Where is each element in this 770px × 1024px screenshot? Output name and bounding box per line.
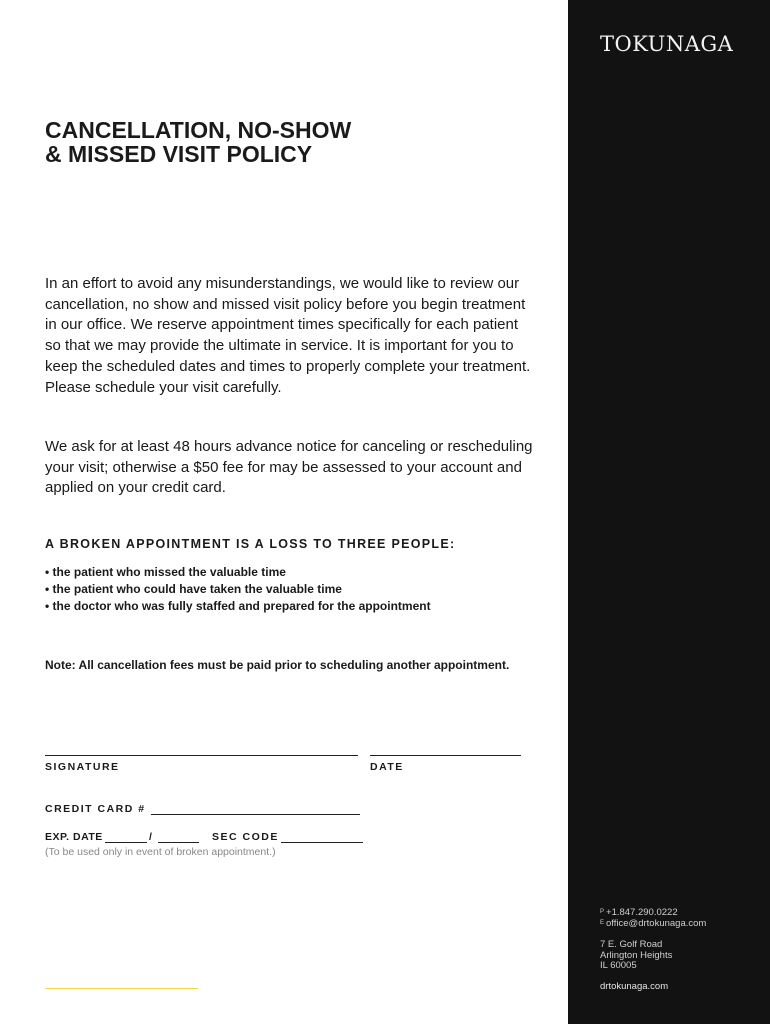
email-prefix: E xyxy=(600,920,605,926)
credit-card-label: CREDIT CARD # xyxy=(45,803,146,815)
date-field[interactable] xyxy=(370,755,521,756)
credit-card-field[interactable] xyxy=(151,814,360,815)
accent-line xyxy=(45,988,198,989)
date-label: DATE xyxy=(370,761,404,773)
phone-number: +1.847.290.0222 xyxy=(606,907,678,918)
exp-date-label: EXP. DATE xyxy=(45,831,103,843)
exp-month-field[interactable] xyxy=(105,842,147,843)
signature-label: SIGNATURE xyxy=(45,761,120,773)
card-usage-note: (To be used only in event of broken appointment.) xyxy=(45,846,276,858)
title-line-2: & MISSED VISIT POLICY xyxy=(45,141,313,167)
address-line-1: 7 E. Golf Road xyxy=(600,939,663,950)
fee-note: Note: All cancellation fees must be paid prior to scheduling another appointment. xyxy=(45,658,510,672)
list-item: • the patient who missed the valuable time xyxy=(45,565,286,579)
fee-paragraph: We ask for at least 48 hours advance notice for canceling or rescheduling your visit; otherwise a $50 fee for may be assessed to your account and applied on your credit card. xyxy=(45,438,533,497)
signature-field[interactable] xyxy=(45,755,358,756)
address-line-3: IL 60005 xyxy=(600,960,637,971)
exp-year-field[interactable] xyxy=(158,842,199,843)
contact-email xyxy=(600,918,706,929)
sidebar-panel xyxy=(568,0,770,1024)
email-address: office@drtokunaga.com xyxy=(606,918,707,929)
sec-code-label: SEC CODE xyxy=(212,831,279,843)
website-link[interactable]: drtokunaga.com xyxy=(600,981,669,992)
policy-paragraph: In an effort to avoid any misunderstandings, we would like to review our cancellation, no show and missed visit policy before you begin treatment in our office. We reserve appointment times specifically for each patient so that we may provide the ultimate in service. It is important for you to keep the scheduled dates and times to properly complete your treatment. Please schedule your visit carefully. xyxy=(45,275,531,396)
broken-appointment-list xyxy=(45,564,431,615)
title-line-1: CANCELLATION, NO-SHOW xyxy=(45,117,352,143)
address-line-2: Arlington Heights xyxy=(600,950,673,961)
phone-prefix: P xyxy=(600,909,605,915)
page-title xyxy=(45,118,351,166)
list-item: • the patient who could have taken the valuable time xyxy=(45,582,342,596)
brand-logo: TOKUNAGA xyxy=(600,32,734,56)
contact-phone xyxy=(600,907,678,918)
list-item: • the doctor who was fully staffed and prepared for the appointment xyxy=(45,599,431,613)
sec-code-field[interactable] xyxy=(281,842,363,843)
broken-appointment-heading: A BROKEN APPOINTMENT IS A LOSS TO THREE PEOPLE: xyxy=(45,537,456,551)
exp-date-slash: / xyxy=(149,831,154,843)
